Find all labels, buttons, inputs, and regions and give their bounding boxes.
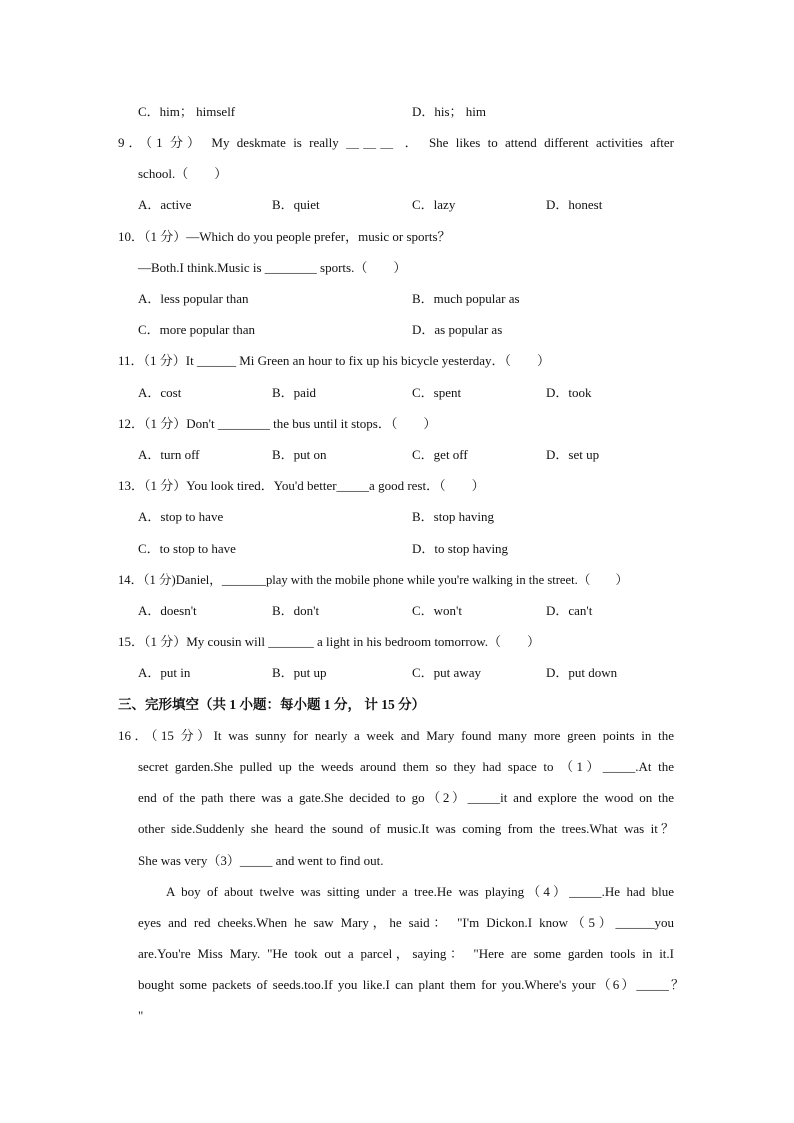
q10-question-line2: —Both.I think.Music is ________ sports.（ ） — [138, 260, 407, 275]
q13-question: 13．（1 分）You look tired．You'd better_____a good rest．（ ） — [118, 478, 485, 493]
q16-passage-line: 16．（15 分）It was sunny for nearly a week and Mary found many more green points in the — [118, 728, 674, 743]
q10-option-c[interactable]: C．more popular than — [138, 322, 255, 337]
q9-question-line1: 9．（1 分） My deskmate is really ＿＿＿ ． She likes to attend different activities after — [118, 135, 674, 150]
q16-passage-line: " — [138, 1008, 144, 1023]
q13-option-c[interactable]: C．to stop to have — [138, 541, 236, 556]
q16-passage-line: She was very（3）_____ and went to find out. — [138, 853, 384, 868]
q10-option-d[interactable]: D．as popular as — [412, 322, 503, 337]
q12-option-b[interactable]: B．put on — [272, 447, 327, 462]
q15-option-d[interactable]: D．put down — [546, 665, 618, 680]
q11-option-b[interactable]: B．paid — [272, 385, 317, 400]
q12-option-c[interactable]: C．get off — [412, 447, 468, 462]
q8-option-c[interactable]: C．him； himself — [138, 104, 236, 119]
q16-passage-line: bought some packets of seeds.too.If you like.I can plant them for you.Where's your（6）_____？ — [138, 977, 684, 992]
q12-question: 12．（1 分）Don't ________ the bus until it stops．（ ） — [118, 416, 437, 431]
q10-question-line1: 10．（1 分）—Which do you people prefer，music or sports？ — [118, 229, 451, 244]
q13-option-a[interactable]: A．stop to have — [138, 509, 224, 524]
q14-option-c[interactable]: C．won't — [412, 603, 463, 618]
q9-option-d[interactable]: D．honest — [546, 197, 603, 212]
section-heading-cloze: 三、完形填空（共 1 小题：每小题 1 分， 计 15 分） — [118, 697, 426, 712]
q14-question: 14．（1 分)Daniel，_______play with the mobile phone while you're walking in the street.（ ） — [118, 573, 629, 587]
q12-option-a[interactable]: A．turn off — [138, 447, 200, 462]
q10-option-a[interactable]: A．less popular than — [138, 291, 249, 306]
q10-option-b[interactable]: B．much popular as — [412, 291, 520, 306]
q14-option-a[interactable]: A．doesn't — [138, 603, 197, 618]
q16-passage-line: eyes and red cheeks.When he saw Mary，he said： "I'm Dickon.I know（5）______you — [138, 915, 674, 930]
q9-option-b[interactable]: B．quiet — [272, 197, 320, 212]
q9-option-a[interactable]: A．active — [138, 197, 192, 212]
q15-question: 15．（1 分）My cousin will _______ a light in his bedroom tomorrow.（ ） — [118, 634, 540, 649]
q16-passage-line: end of the path there was a gate.She decided to go（2）_____it and explore the wood on the — [138, 790, 674, 805]
q15-option-b[interactable]: B．put up — [272, 665, 327, 680]
q11-option-a[interactable]: A．cost — [138, 385, 182, 400]
q12-option-d[interactable]: D．set up — [546, 447, 600, 462]
q9-question-line2: school.（ ） — [138, 166, 228, 181]
q11-option-c[interactable]: C．spent — [412, 385, 462, 400]
q13-option-b[interactable]: B．stop having — [412, 509, 494, 524]
q16-passage-line: A boy of about twelve was sitting under a tree.He was playing（4）_____.He had blue — [166, 884, 674, 899]
q15-option-a[interactable]: A．put in — [138, 665, 191, 680]
q16-passage-line: secret garden.She pulled up the weeds around them so they had space to （1）_____.At the — [138, 759, 674, 774]
q15-option-c[interactable]: C．put away — [412, 665, 481, 680]
q16-passage-line: are.You're Miss Mary. "He took out a parcel，saying： "Here are some garden tools in it.I — [138, 946, 674, 961]
q16-passage-line: other side.Suddenly she heard the sound of music.It was coming from the trees.What was it？ — [138, 821, 674, 836]
q13-option-d[interactable]: D．to stop having — [412, 541, 509, 556]
q14-option-b[interactable]: B．don't — [272, 603, 320, 618]
q8-option-d[interactable]: D．his； him — [412, 104, 487, 119]
q9-option-c[interactable]: C．lazy — [412, 197, 456, 212]
q11-option-d[interactable]: D．took — [546, 385, 592, 400]
q11-question: 11．（1 分）It ______ Mi Green an hour to fix up his bicycle yesterday．（ ） — [118, 353, 551, 368]
q14-option-d[interactable]: D．can't — [546, 603, 593, 618]
